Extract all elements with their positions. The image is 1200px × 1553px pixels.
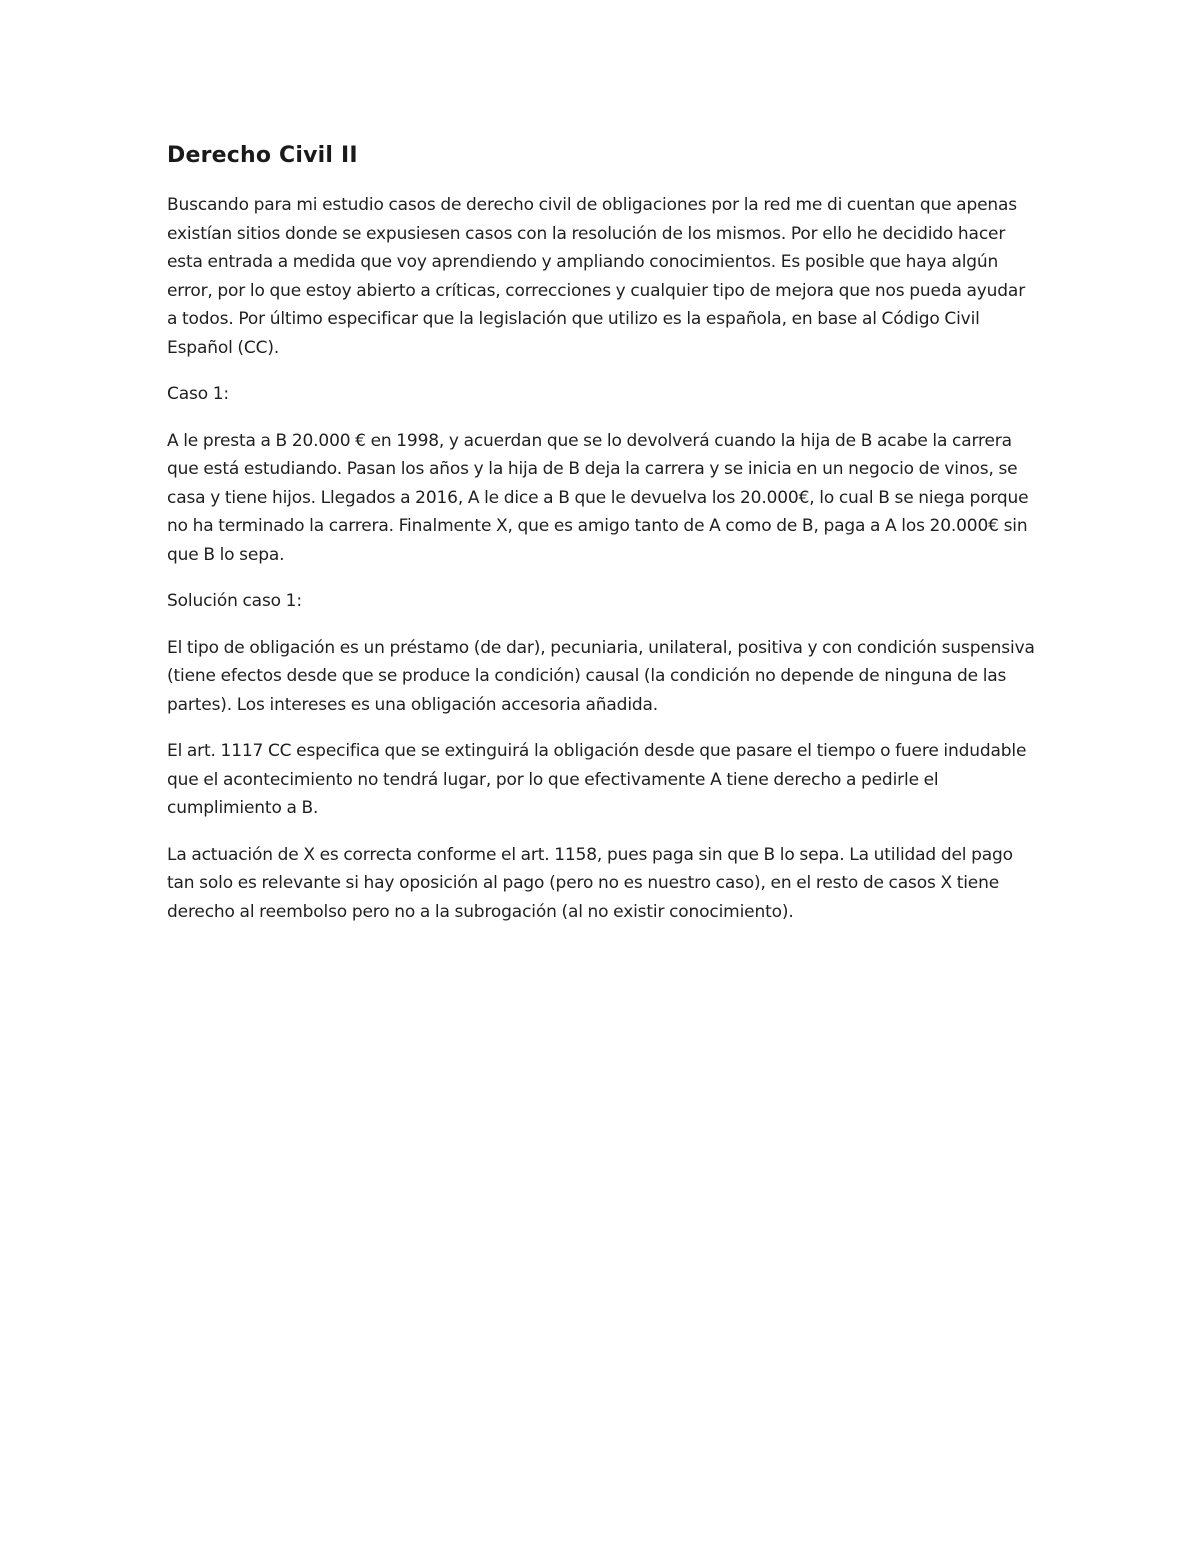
solution-paragraph-obligation-type: El tipo de obligación es un préstamo (de dar), pecuniaria, unilateral, positiva y con condición suspensiva (tiene efectos desde que se produce la condición) causal (la condición no depende de ninguna de las partes). Los intereses es una obligación accesoria añadida. (167, 637, 1035, 715)
document-body (167, 141, 1037, 944)
solution-1-heading: Solución caso 1: (167, 591, 302, 611)
intro-paragraph: Buscando para mi estudio casos de derecho civil de obligaciones por la red me di cuentan que apenas existían sitios donde se expusiesen casos con la resolución de los mismos. Por ello he decidido hacer esta entrada a medida que voy aprendiendo y ampliando conocimientos. Es posible que haya algún error, por lo que estoy abierto a críticas, correcciones y cualquier tipo de mejora que nos pueda ayudar a todos. Por último especificar que la legislación que utilizo es la española, en base al Código Civil Español (CC). (167, 195, 1026, 358)
case-1-statement: A le presta a B 20.000 € en 1998, y acuerdan que se lo devolverá cuando la hija de B acabe la carrera que está estudiando. Pasan los años y la hija de B deja la carrera y se inicia en un negocio de vinos, se casa y tiene hijos. Llegados a 2016, A le dice a B que le devuelva los 20.000€, lo cual B se niega porque no ha terminado la carrera. Finalmente X, que es amigo tanto de A como de B, paga a A los 20.000€ sin que B lo sepa. (167, 430, 1029, 565)
solution-paragraph-art-1158: La actuación de X es correcta conforme el art. 1158, pues paga sin que B lo sepa. La utilidad del pago tan solo es relevante si hay oposición al pago (pero no es nuestro caso), en el resto de casos X tiene derecho al reembolso pero no a la subrogación (al no existir conocimiento). (167, 844, 1013, 922)
document-title: Derecho Civil II (167, 143, 358, 168)
case-1-heading: Caso 1: (167, 384, 229, 404)
solution-paragraph-art-1117: El art. 1117 CC especifica que se extinguirá la obligación desde que pasare el tiempo o fuere indudable que el acontecimiento no tendrá lugar, por lo que efectivamente A tiene derecho a pedirle el cumplimiento a B. (167, 741, 1027, 818)
